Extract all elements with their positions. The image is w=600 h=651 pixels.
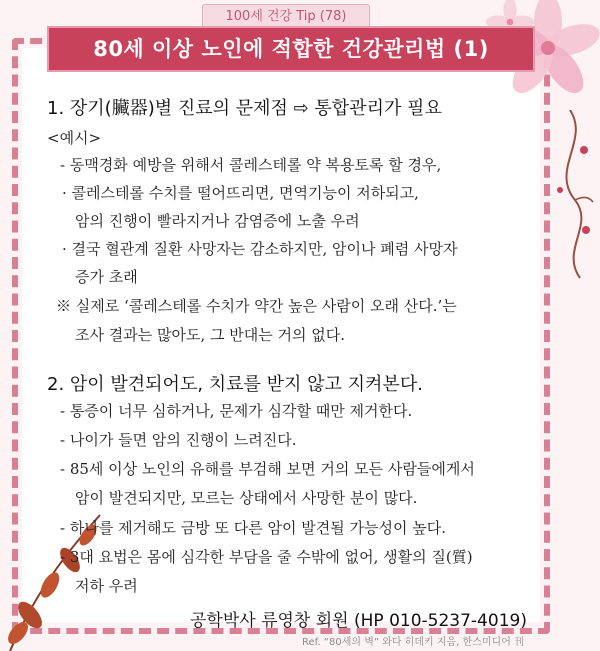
section1-line: · 콜레스테롤 수치를 떨어뜨리면, 면역기능이 저하되고, <box>62 184 419 202</box>
section2-line: 저하 우려 <box>75 577 138 595</box>
section2-line: 암이 발견되지만, 모르는 상태에서 사망한 분이 많다. <box>75 489 418 507</box>
page-title: 80세 이상 노인에 적합한 건강관리법 (1) <box>47 26 535 72</box>
section1-heading: 1. 장기(臟器)별 진료의 문제점 ⇨ 통합관리가 필요 <box>47 98 442 119</box>
section1-line: - 동맥경화 예방을 위해서 콜레스테롤 약 복용토록 할 경우, <box>60 156 442 174</box>
section2-line: - 나이가 들면 암의 진행이 느려진다. <box>60 431 297 449</box>
section1-line: · 결국 혈관계 질환 사망자는 감소하지만, 암이나 폐렴 사망자 <box>62 240 458 258</box>
section2-line: - 3대 요법은 몸에 심각한 부담을 줄 수밖에 없어, 생활의 질(質) <box>60 548 473 566</box>
example-label: <예시> <box>47 129 102 147</box>
section1-note: 조사 결과는 많아도, 그 반대는 거의 없다. <box>75 326 345 344</box>
section2-line: - 하나를 제거해도 금방 또 다른 암이 발견될 가능성이 높다. <box>60 519 447 537</box>
section2-line: - 통증이 너무 심하거나, 문제가 심각할 때만 제거한다. <box>60 402 413 420</box>
section1-line: 암의 진행이 빨라지거나 감염증에 노출 우려 <box>75 212 360 230</box>
section2-line: - 85세 이상 노인의 유해를 부검해 보면 거의 모든 사람들에게서 <box>60 460 475 478</box>
reference-note: Ref. “80세의 벽” 와다 히데키 지음, 한스미디어 刊 <box>302 637 525 648</box>
author-credit: 공학박사 류영창 회원 (HP 010-5237-4019) <box>190 611 527 631</box>
series-tag: 100세 건강 Tip (78) <box>202 4 370 30</box>
section1-line: 증가 초래 <box>75 268 138 286</box>
vine-decoration-right <box>540 110 600 280</box>
section1-note: ※ 실제로 ‘콜레스테롤 수치가 약간 높은 사람이 오래 산다.’는 <box>56 297 457 315</box>
section2-heading: 2. 암이 발견되어도, 치료를 받지 않고 지켜본다. <box>47 374 423 395</box>
